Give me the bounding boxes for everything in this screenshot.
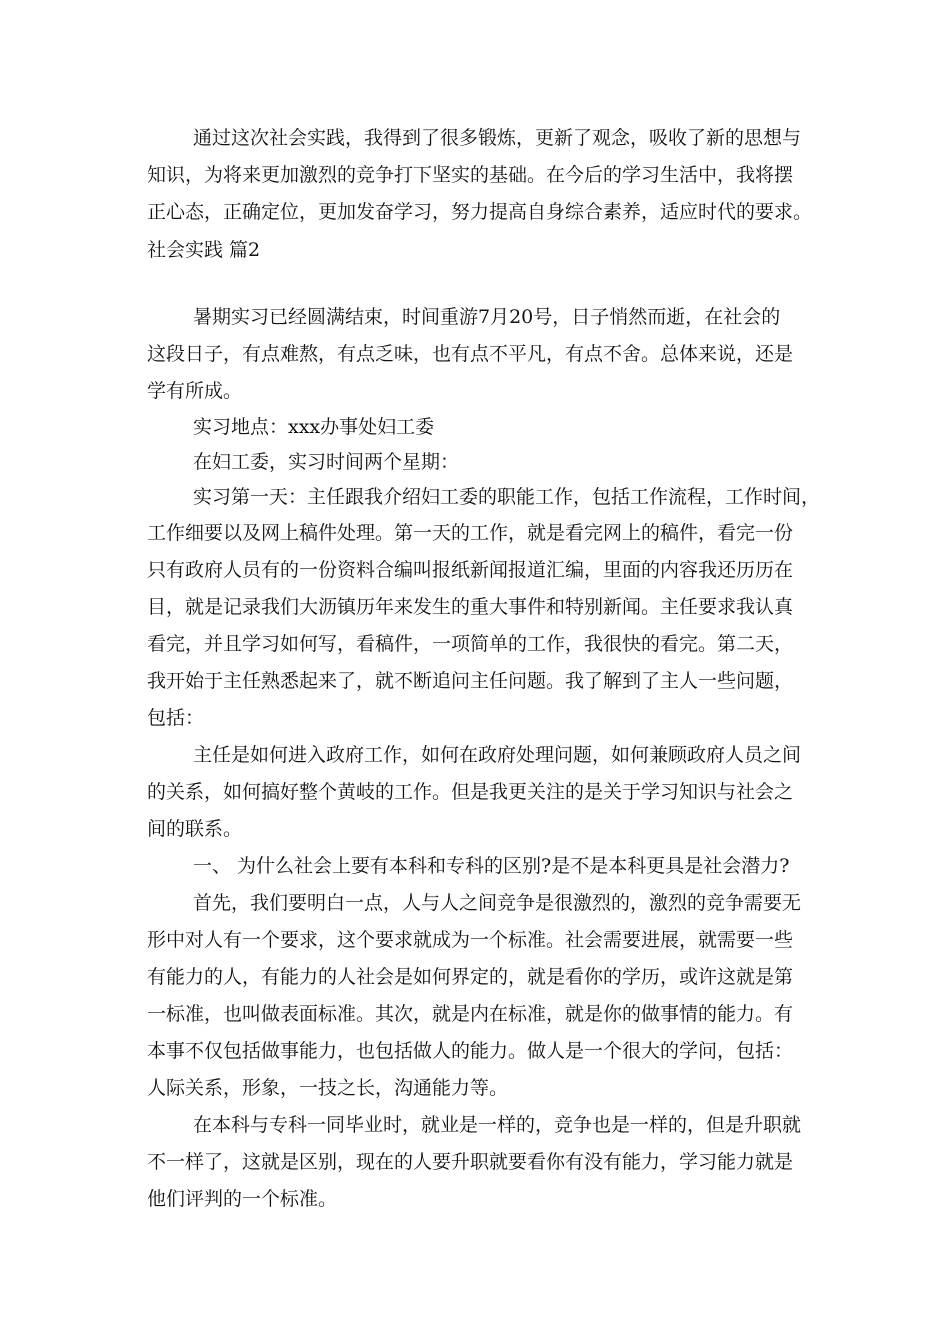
paragraph-line: 有能力的人，有能力的人社会是如何界定的，就是看你的学历，或许这就是第 bbox=[147, 966, 794, 988]
paragraph-line: 暑期实习已经圆满结束，时间重游7月20号，日子悄然而逝，在社会的 bbox=[193, 306, 781, 328]
paragraph-line: 在本科与专科一同毕业时，就业是一样的，竞争也是一样的，但是升职就 bbox=[193, 1114, 802, 1136]
paragraph-line: 学有所成。 bbox=[147, 380, 243, 402]
paragraph-line: 实习第一天：主任跟我介绍妇工委的职能工作，包括工作流程，工作时间， bbox=[193, 486, 821, 508]
paragraph-line: 主任是如何进入政府工作，如何在政府处理问题，如何兼顾政府人员之间 bbox=[193, 744, 802, 766]
paragraph-line: 通过这次社会实践，我得到了很多锻炼，更新了观念，吸收了新的思想与 bbox=[193, 127, 802, 149]
paragraph-line: 人际关系，形象，一技之长，沟通能力等。 bbox=[147, 1077, 509, 1099]
paragraph-line: 看完，并且学习如何写，看稿件，一项简单的工作，我很快的看完。第二天， bbox=[147, 633, 794, 655]
paragraph-line: 只有政府人员有的一份资料合编叫报纸新闻报道汇编，里面的内容我还历历在 bbox=[147, 559, 794, 581]
paragraph-line: 知识，为将来更加激烈的竞争打下坚实的基础。在今后的学习生活中，我将摆 bbox=[147, 164, 794, 186]
paragraph-line: 包括： bbox=[147, 707, 205, 729]
numbered-question: 一、 为什么社会上要有本科和专科的区别?是不是本科更具是社会潜力? bbox=[193, 855, 790, 877]
paragraph-line: 在妇工委，实习时间两个星期： bbox=[193, 451, 460, 473]
paragraph-line: 实习地点：xxx办事处妇工委 bbox=[193, 416, 435, 438]
section-heading: 社会实践 篇2 bbox=[147, 239, 261, 261]
paragraph-line: 这段日子，有点难熬，有点乏味，也有点不平凡，有点不舍。总体来说，还是 bbox=[147, 343, 794, 365]
paragraph-line: 我开始于主任熟悉起来了，就不断追问主任问题。我了解到了主人一些问题， bbox=[147, 670, 794, 692]
paragraph-line: 不一样了，这就是区别，现在的人要升职就要看你有没有能力，学习能力就是 bbox=[147, 1151, 794, 1173]
paragraph-line: 形中对人有一个要求，这个要求就成为一个标准。社会需要进展，就需要一些 bbox=[147, 929, 794, 951]
paragraph-line: 一标准，也叫做表面标准。其次，就是内在标准，就是你的做事情的能力。有 bbox=[147, 1003, 794, 1025]
paragraph-line: 本事不仅包括做事能力，也包括做人的能力。做人是一个很大的学问，包括： bbox=[147, 1040, 794, 1062]
paragraph-line: 目，就是记录我们大沥镇历年来发生的重大事件和特别新闻。主任要求我认真 bbox=[147, 596, 794, 618]
paragraph-line: 首先，我们要明白一点，人与人之间竞争是很激烈的，激烈的竞争需要无 bbox=[193, 892, 802, 914]
paragraph-line: 正心态，正确定位，更加发奋学习，努力提高自身综合素养，适应时代的要求。 bbox=[147, 201, 813, 223]
paragraph-line: 间的联系。 bbox=[147, 818, 243, 840]
paragraph-line: 他们评判的一个标准。 bbox=[147, 1188, 338, 1210]
paragraph-line: 的关系，如何搞好整个黄岐的工作。但是我更关注的是关于学习知识与社会之 bbox=[147, 781, 794, 803]
paragraph-line: 工作细要以及网上稿件处理。第一天的工作，就是看完网上的稿件，看完一份 bbox=[147, 522, 794, 544]
